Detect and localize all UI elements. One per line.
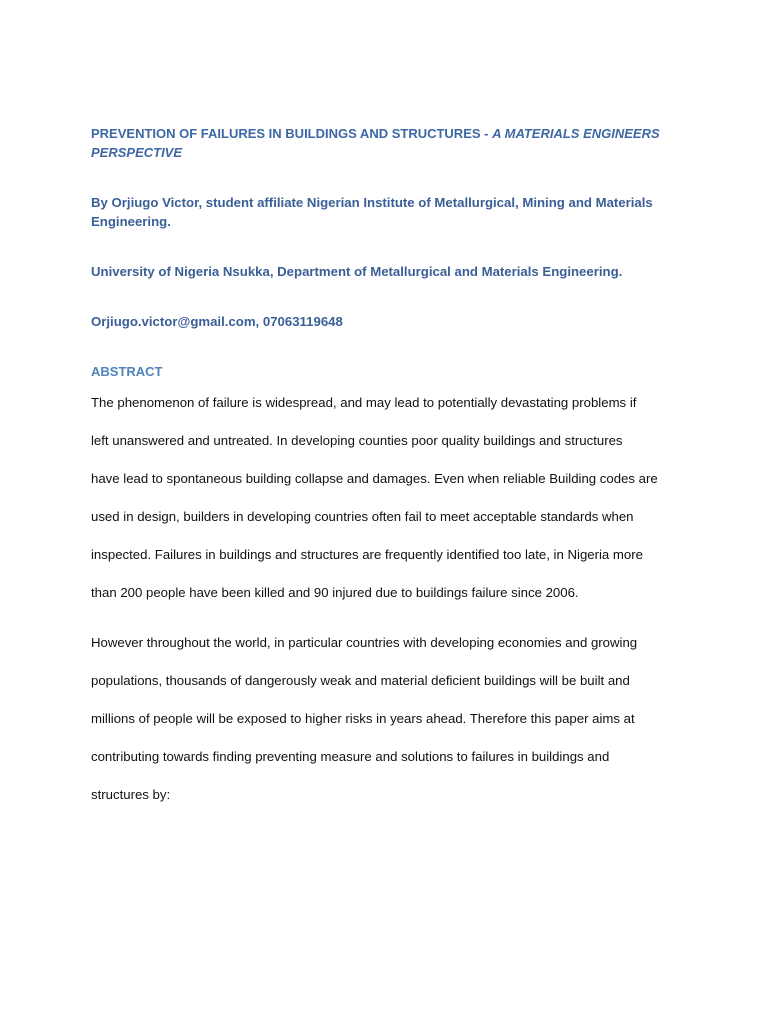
author-contact: Orjiugo.victor@gmail.com, 07063119648 <box>91 314 343 329</box>
author-byline <box>91 193 691 231</box>
abstract-paragraph-2 <box>91 633 691 823</box>
paragraph-line: have lead to spontaneous building collapse and damages. Even when reliable Building codes are <box>91 471 658 486</box>
abstract-paragraph-1 <box>91 393 691 621</box>
affiliation-university: University of Nigeria Nsukka, Department of Metallurgical and Materials Engineering. <box>91 264 623 279</box>
title-subtitle-line1: A MATERIALS ENGINEERS <box>492 126 660 141</box>
paragraph-line: contributing towards finding preventing measure and solutions to failures in buildings and <box>91 749 610 764</box>
paragraph-line: used in design, builders in developing countries often fail to meet acceptable standards when <box>91 509 634 524</box>
paragraph-line: millions of people will be exposed to higher risks in years ahead. Therefore this paper aims at <box>91 711 635 726</box>
byline-line2: Engineering. <box>91 214 171 229</box>
paragraph-line: left unanswered and untreated. In developing counties poor quality buildings and structures <box>91 433 623 448</box>
paragraph-line: However throughout the world, in particular countries with developing economies and growing <box>91 635 638 650</box>
title-subtitle-line2: PERSPECTIVE <box>91 145 183 160</box>
byline-line1: By Orjiugo Victor, student affiliate Nigerian Institute of Metallurgical, Mining and Materials <box>91 195 653 210</box>
paragraph-line: The phenomenon of failure is widespread, and may lead to potentially devastating problems if <box>91 395 637 410</box>
document-title <box>91 124 691 162</box>
abstract-heading: ABSTRACT <box>91 364 163 379</box>
paragraph-line: populations, thousands of dangerously weak and material deficient buildings will be built and <box>91 673 630 688</box>
paragraph-line: structures by: <box>91 787 171 802</box>
paragraph-line: than 200 people have been killed and 90 injured due to buildings failure since 2006. <box>91 585 579 600</box>
title-main: PREVENTION OF FAILURES IN BUILDINGS AND STRUCTURES - <box>91 126 493 141</box>
document-content <box>91 124 691 823</box>
paragraph-line: inspected. Failures in buildings and structures are frequently identified too late, in Nigeria more <box>91 547 643 562</box>
